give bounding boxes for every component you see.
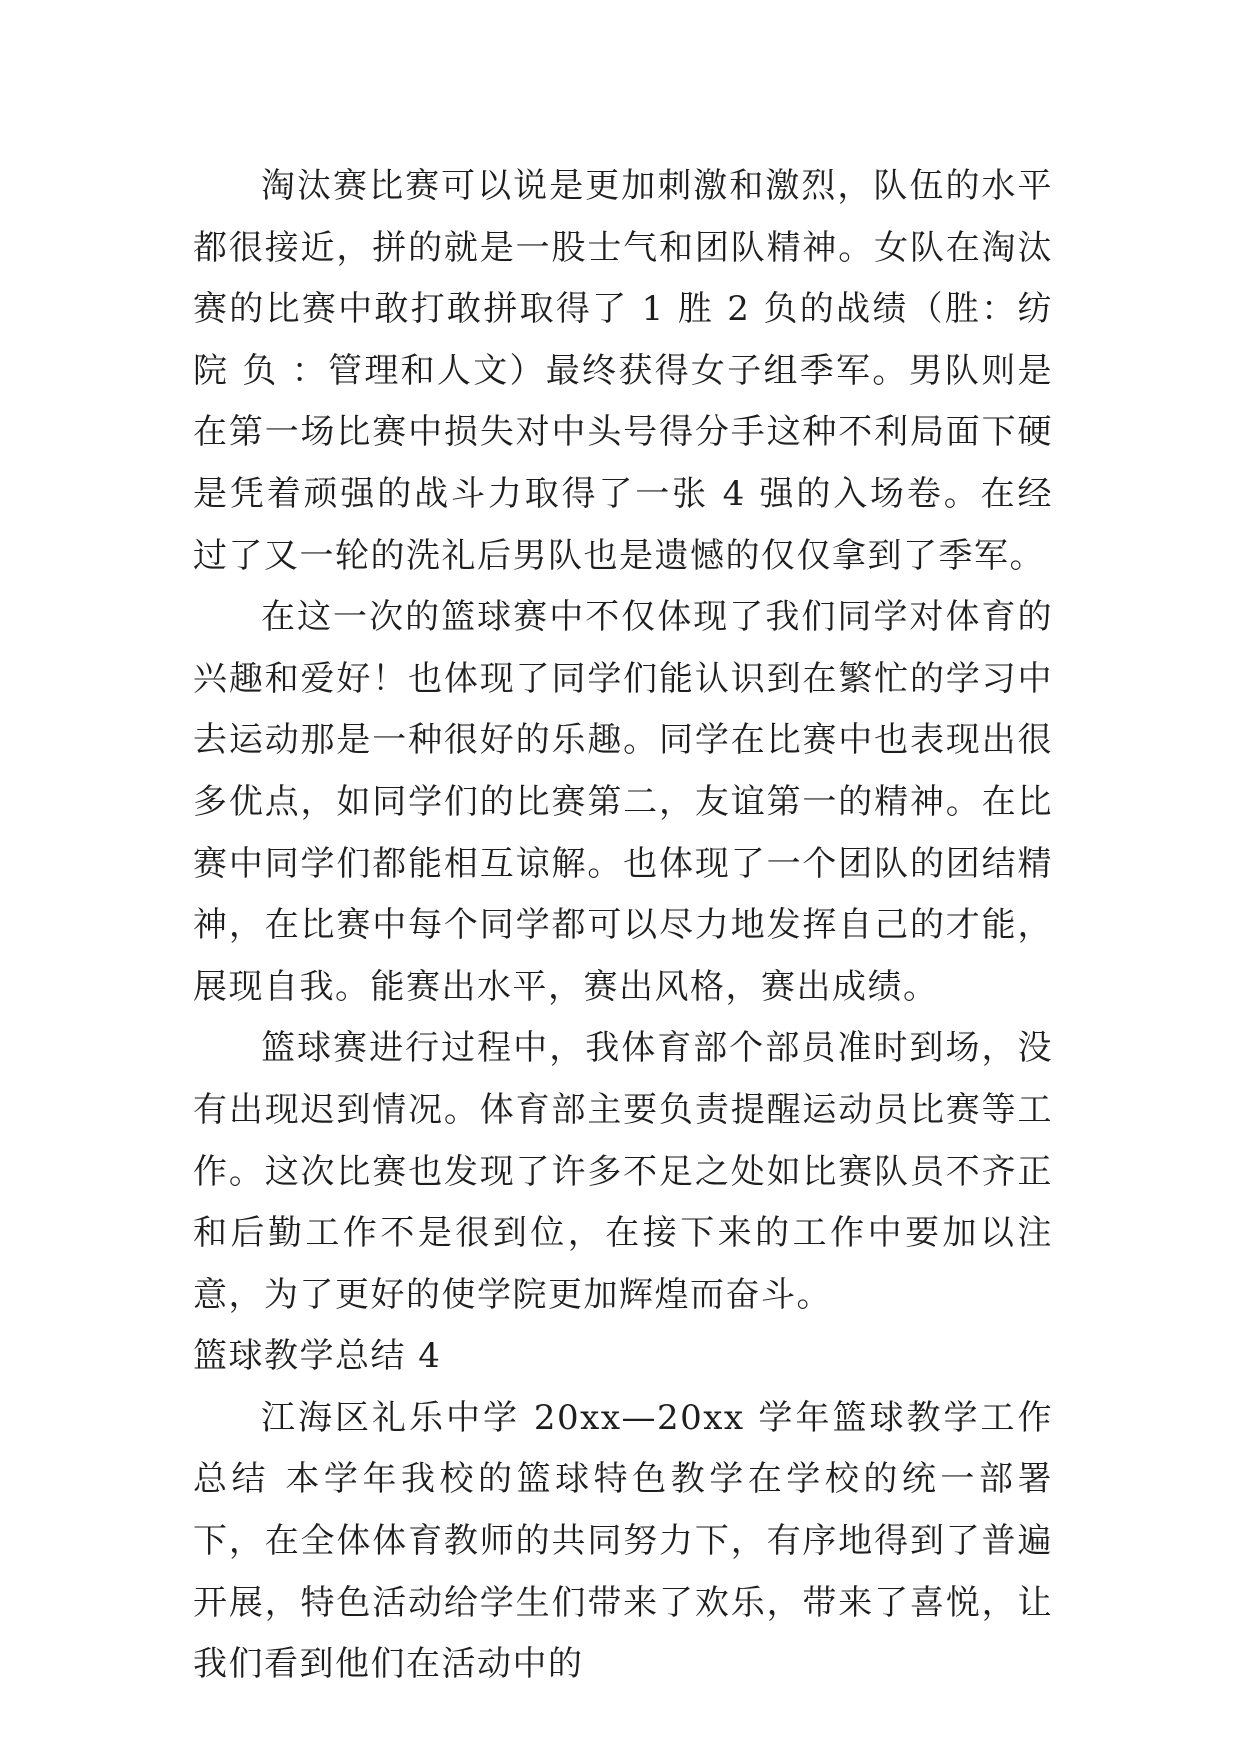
paragraph-teaching-summary: 江海区礼乐中学 20xx—20xx 学年篮球教学工作总结 本学年我校的篮球特色教学在学校的统一部署下，在全体体育教师的共同努力下，有序地得到了普遍开展，特色活动给学生们带来了欢乐，带来了喜悦，让我们看到他们在活动中的 bbox=[193, 1397, 1053, 1685]
section-heading: 篮球教学总结 4 bbox=[193, 1336, 442, 1377]
document-body bbox=[193, 156, 1053, 1696]
paragraph-basketball-interest: 在这一次的篮球赛中不仅体现了我们同学对体育的兴趣和爱好！也体现了同学们能认识到在繁忙的学习中去运动那是一种很好的乐趣。同学在比赛中也表现出很多优点，如同学们的比赛第二，友谊第一的精神。在比赛中同学们都能相互谅解。也体现了一个团队的团结精神，在比赛中每个同学都可以尽力地发挥自己的才能，展现自我。能赛出水平，赛出风格，赛出成绩。 bbox=[193, 597, 1053, 1007]
paragraph-knockout-results: 淘汰赛比赛可以说是更加刺激和激烈，队伍的水平都很接近，拼的就是一股士气和团队精神。女队在淘汰赛的比赛中敢打敢拼取得了 1 胜 2 负的战绩（胜：纺院 负 ：管理和人文）最终获得女子组季军。男队则是在第一场比赛中损失对中头号得分手这种不利局面下硬是凭着顽强的战斗力取得了一张 4 强的入场卷。在经过了又一轮的洗礼后男队也是遗憾的仅仅拿到了季军。 bbox=[193, 166, 1053, 576]
paragraph-sports-department-work: 篮球赛进行过程中，我体育部个部员准时到场，没有出现迟到情况。体育部主要负责提醒运动员比赛等工作。这次比赛也发现了许多不足之处如比赛队员不齐正和后勤工作不是很到位，在接下来的工作中要加以注意，为了更好的使学院更加辉煌而奋斗。 bbox=[193, 1028, 1053, 1315]
